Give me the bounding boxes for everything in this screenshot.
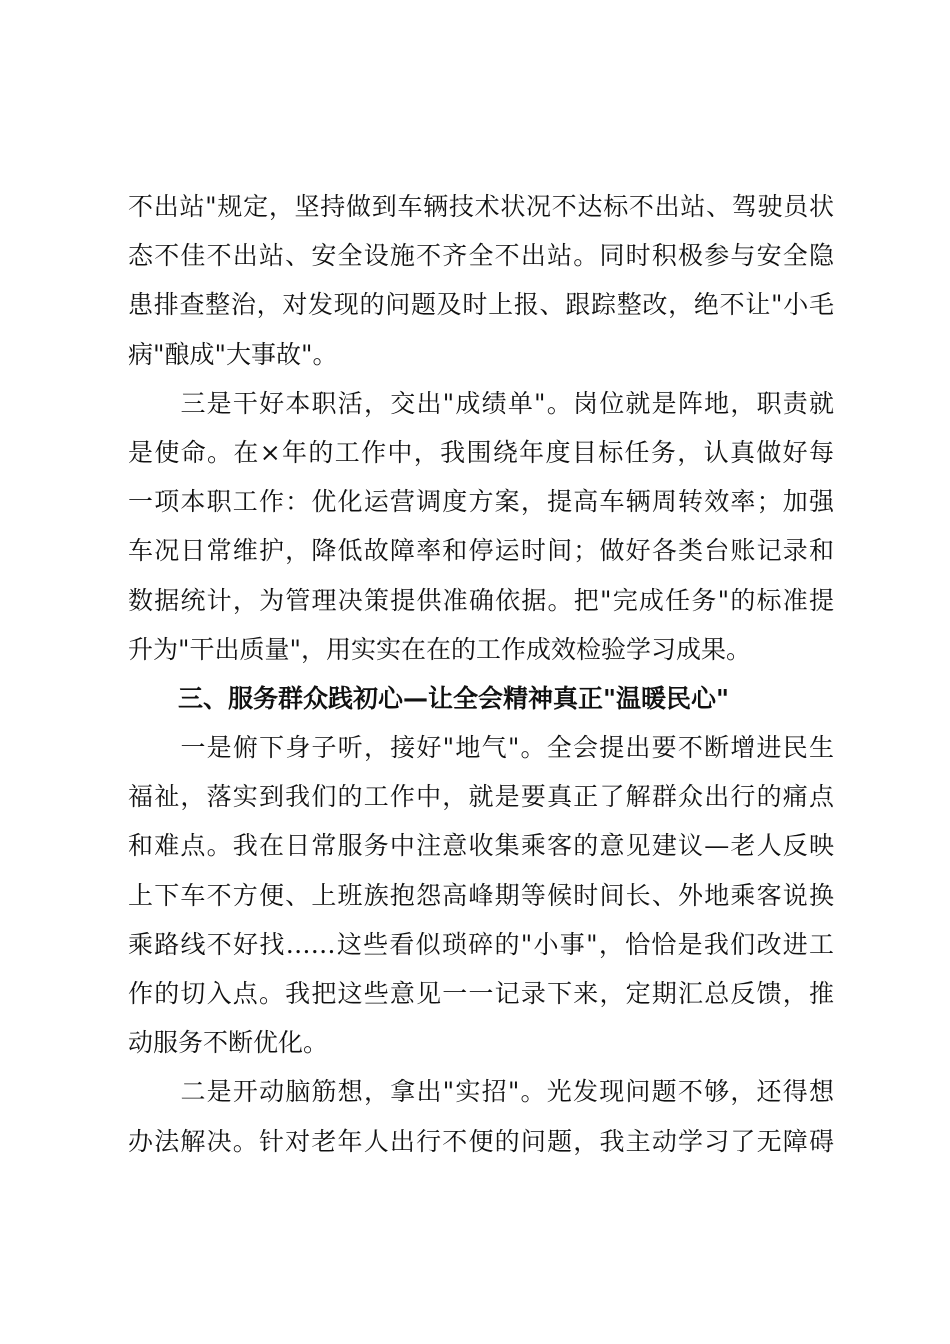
text-line: 办法解决。针对老年人出行不便的问题，我主动学习了无障碍 — [128, 1126, 834, 1156]
text-line: 动服务不断优化。 — [128, 1028, 329, 1058]
text-line: 患排查整治，对发现的问题及时上报、跟踪整改，绝不让"小毛 — [128, 290, 834, 320]
section-heading: 三、服务群众践初心—让全会精神真正"温暖民心" — [178, 683, 730, 713]
text-line: 一项本职工作：优化运营调度方案，提高车辆周转效率；加强 — [128, 487, 834, 517]
text-line: 二是开动脑筋想，拿出"实招"。光发现问题不够，还得想 — [128, 1077, 834, 1107]
text-line: 一是俯下身子听，接好"地气"。全会提出要不断增进民生 — [128, 733, 834, 763]
text-line: 上下车不方便、上班族抱怨高峰期等候时间长、外地乘客说换 — [128, 880, 834, 910]
text-line: 升为"干出质量"，用实实在在的工作成效检验学习成果。 — [128, 634, 752, 664]
text-line: 三是干好本职活，交出"成绩单"。岗位就是阵地，职责就 — [128, 388, 834, 418]
text-line: 态不佳不出站、安全设施不齐全不出站。同时积极参与安全隐 — [128, 241, 834, 271]
text-line: 是使命。在×年的工作中，我围绕年度目标任务，认真做好每 — [128, 437, 834, 467]
text-line: 福祉，落实到我们的工作中，就是要真正了解群众出行的痛点 — [128, 782, 834, 812]
text-line: 数据统计，为管理决策提供准确依据。把"完成任务"的标准提 — [128, 585, 834, 615]
text-line: 病"酿成"大事故"。 — [128, 339, 338, 369]
text-line: 和难点。我在日常服务中注意收集乘客的意见建议—老人反映 — [128, 831, 834, 861]
text-line: 车况日常维护，降低故障率和停运时间；做好各类台账记录和 — [128, 536, 834, 566]
text-line: 作的切入点。我把这些意见一一记录下来，定期汇总反馈，推 — [128, 979, 834, 1008]
text-line: 乘路线不好找……这些看似琐碎的"小事"，恰恰是我们改进工 — [128, 929, 834, 959]
body-text — [128, 182, 834, 1166]
text-line: 不出站"规定，坚持做到车辆技术状况不达标不出站、驾驶员状 — [128, 192, 834, 221]
